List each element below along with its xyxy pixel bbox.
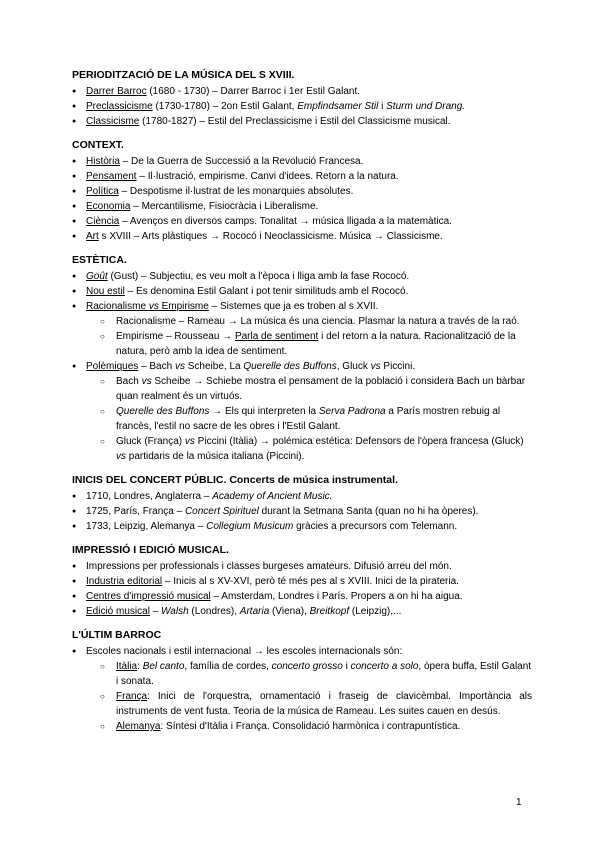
list-item: ● Escoles nacionals i estil internacional → les escoles internacionals són: ○ Itàlia: Bel canto, família de cordes, concerto grosso i concerto a solo, òpera buffa, Estil Galant i sonata. ○ França: Inici de l'orquestra, ornamentació i fraseig de clavicèmbal. Importància als instruments de vent fusta. Teoria de la música de Rameau. Les suites cauen en desús. ○ Alemanya: Síntesi d'Itàlia i França. Consolidació harmònica i contrapuntística. (72, 644, 532, 734)
sub-list (86, 374, 532, 464)
sub-list-item: ○ Racionalisme – Rameau → La música és una ciencia. Plasmar la natura a través de la raó. (86, 314, 532, 329)
sub-list (86, 659, 532, 734)
sub-list-item: ○ Empirisme – Rousseau → Parla de sentiment i del retorn a la natura. Racionalització de la natura, però amb la idea de sentiment. (86, 329, 532, 359)
list-item: ● Ciència – Avenços en diversos camps. Tonalitat → música lligada a la matemàtica. (72, 214, 532, 229)
sub-list-item: ○ França: Inici de l'orquestra, ornamentació i fraseig de clavicèmbal. Importància als instruments de vent fusta. Teoria de la música de Rameau. Les suites cauen en desús. (86, 689, 532, 719)
list-item: ● Impressions per professionals i classes burgeses amateurs. Difusió arreu del món. (72, 559, 532, 574)
sub-list-item: ○ Gluck (França) vs Piccini (Itàlia) → polémica estética: Defensors de l'òpera francesa (Gluck) vs partidaris de la música italiana (Piccini). (86, 434, 532, 464)
list-item: ● Economia – Mercantilisme, Fisiocràcia i Liberalisme. (72, 199, 532, 214)
bullet-list (72, 84, 532, 129)
sub-list (86, 314, 532, 359)
list-item: ● 1733, Leipzig, Alemanya – Collegium Musicum gràcies a precursors com Telemann. (72, 519, 532, 534)
list-item: ● Edició musical – Walsh (Londres), Artaria (Viena), Breitkopf (Leipzig),... (72, 604, 532, 619)
list-item: ● Racionalisme vs Empirisme – Sistemes que ja es troben al s XVII. ○ Racionalisme – Rameau → La música és una ciencia. Plasmar la natura a través de la raó. ○ Empirisme – Rousseau → Parla de sentiment i del retorn a la natura. Racionalització de la natura, però amb la idea de sentiment. (72, 299, 532, 359)
list-item: ● Pensament – Il·lustració, empirisme. Canvi d'idees. Retorn a la natura. (72, 169, 532, 184)
list-item: ● Polèmiques – Bach vs Scheibe, La Querelle des Buffons, Gluck vs Piccini. ○ Bach vs Scheibe → Schiebe mostra el pensament de la població i considera Bach un bàrbar quan realment és un virtuós. ○ Querelle des Buffons → Els qui interpreten la Serva Padrona a París mostren rebuig al francès, l'estil no sacre de les obres i l'Estil Galant. ○ Gluck (França) vs Piccini (Itàlia) → polémica estética: Defensors de l'òpera francesa (Gluck) vs partidaris de la música italiana (Piccini). (72, 359, 532, 464)
section-title: L'ÚLTIM BARROC (72, 629, 162, 641)
list-item: ● Goût (Gust) – Subjectiu, es veu molt a l'època i lliga amb la fase Rococó. (72, 269, 532, 284)
section-title: CONTEXT. (72, 139, 124, 151)
bullet-list (72, 154, 532, 244)
sub-list-item: ○ Alemanya: Síntesi d'Itàlia i França. Consolidació harmònica i contrapuntística. (86, 719, 532, 734)
section-late-baroque (72, 628, 532, 734)
sub-list-item: ○ Bach vs Scheibe → Schiebe mostra el pensament de la població i considera Bach un bàrbar quan realment és un virtuós. (86, 374, 532, 404)
page-number: 1 (516, 797, 522, 808)
list-item: ● 1710, Londres, Anglaterra – Academy of Ancient Music. (72, 489, 532, 504)
list-item: ● Darrer Barroc (1680 - 1730) – Darrer Barroc i 1er Estil Galant. (72, 84, 532, 99)
bullet-list (72, 559, 532, 619)
bullet-list (72, 644, 532, 734)
list-item: ● Industria editorial – Inicis al s XV-XVI, però té més pes al s XVIII. Inici de la pirateria. (72, 574, 532, 589)
section-context (72, 138, 532, 244)
list-item: ● Política – Despotisme il·lustrat de les monarquies absolutes. (72, 184, 532, 199)
bullet-list (72, 269, 532, 464)
section-periodization (72, 68, 532, 129)
sub-list-item: ○ Itàlia: Bel canto, família de cordes, concerto grosso i concerto a solo, òpera buffa, Estil Galant i sonata. (86, 659, 532, 689)
list-item: ● Centres d'impressió musical – Amsterdam, Londres i París. Propers a on hi ha aigua. (72, 589, 532, 604)
list-item: ● 1725, París, França – Concert Spirituel durant la Setmana Santa (quan no hi ha òperes). (72, 504, 532, 519)
sub-list-item: ○ Querelle des Buffons → Els qui interpreten la Serva Padrona a París mostren rebuig al francès, l'estil no sacre de les obres i l'Estil Galant. (86, 404, 532, 434)
list-item: ● Història – De la Guerra de Successió a la Revolució Francesa. (72, 154, 532, 169)
section-public-concert (72, 473, 532, 534)
document-page (72, 68, 532, 743)
section-title: ESTÈTICA. (72, 254, 127, 266)
bullet-list (72, 489, 532, 534)
section-title: PERIODITZACIÓ DE LA MÚSICA DEL S XVIII. (72, 69, 295, 81)
section-title: INICIS DEL CONCERT PÚBLIC. Concerts de música instrumental. (72, 474, 398, 486)
list-item: ● Classicisme (1780-1827) – Estil del Preclassicisme i Estil del Classicisme musical. (72, 114, 532, 129)
list-item: ● Art s XVIII – Arts plàstiques → Rococó i Neoclassicisme. Música → Classicisme. (72, 229, 532, 244)
section-title: IMPRESSIÓ I EDICIÓ MUSICAL. (72, 544, 229, 556)
section-printing (72, 543, 532, 619)
list-item: ● Nou estil – Es denomina Estil Galant i pot tenir similituds amb el Rococó. (72, 284, 532, 299)
section-aesthetics (72, 253, 532, 464)
list-item: ● Preclassicisme (1730-1780) – 2on Estil Galant, Empfindsamer Stil i Sturm und Drang. (72, 99, 532, 114)
